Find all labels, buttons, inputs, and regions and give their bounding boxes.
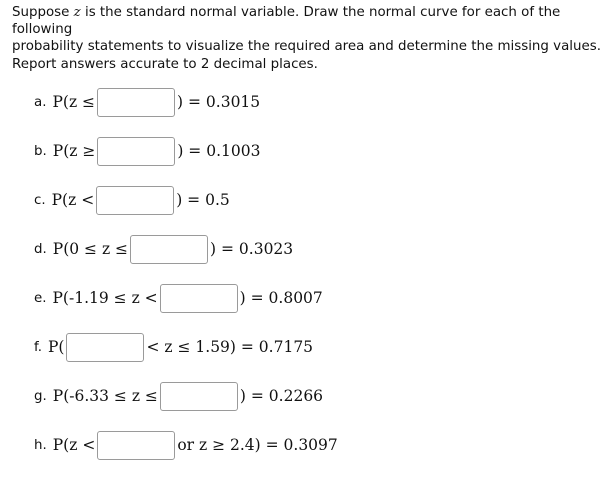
question-label: c. <box>34 192 46 208</box>
answer-input-f[interactable] <box>66 333 144 362</box>
expression-suffix: ) = 0.1003 <box>177 142 261 160</box>
expression-prefix: P( <box>48 338 65 356</box>
expression-prefix: P(0 ≤ z ≤ <box>52 240 129 258</box>
question-a <box>34 87 260 117</box>
expression-suffix: ) = 0.2266 <box>239 387 324 405</box>
answer-input-h[interactable] <box>97 431 175 460</box>
expression-prefix: P(-6.33 ≤ z ≤ <box>52 387 158 405</box>
question-label: b. <box>34 143 47 159</box>
question-c <box>34 185 230 215</box>
expression-suffix: ) = 0.3023 <box>210 240 294 258</box>
answer-input-a[interactable] <box>97 88 175 117</box>
question-label: g. <box>34 388 47 404</box>
expression-prefix: P(z < <box>51 191 95 209</box>
question-label: e. <box>34 290 47 306</box>
question-label: d. <box>34 241 47 257</box>
answer-input-b[interactable] <box>97 137 175 166</box>
expression-suffix: ) = 0.8007 <box>239 289 323 307</box>
question-h <box>34 430 338 460</box>
instructions-line-2: probability statements to visualize the required area and determine the missing values. <box>12 39 601 54</box>
instructions <box>12 4 612 55</box>
expression-prefix: P(z < <box>52 436 96 454</box>
expression-suffix: < z ≤ 1.59) = 0.7175 <box>146 338 314 356</box>
question-d <box>34 234 293 264</box>
answer-input-e[interactable] <box>160 284 238 313</box>
question-f <box>34 332 313 362</box>
question-e <box>34 283 323 313</box>
answer-input-c[interactable] <box>96 186 174 215</box>
expression-suffix: ) = 0.3015 <box>177 93 261 111</box>
report-instruction: Report answers accurate to 2 decimal places. <box>12 57 318 72</box>
expression-prefix: P(-1.19 ≤ z < <box>52 289 158 307</box>
question-label: f. <box>34 339 42 355</box>
answer-input-d[interactable] <box>130 235 208 264</box>
variable-z: z <box>73 5 81 20</box>
question-label: h. <box>34 437 47 453</box>
instructions-line-1: Suppose z is the standard normal variable. Draw the normal curve for each of the following <box>12 5 561 37</box>
answer-input-g[interactable] <box>160 382 238 411</box>
expression-suffix: ) = 0.5 <box>176 191 230 209</box>
question-b <box>34 136 260 166</box>
expression-suffix: or z ≥ 2.4) = 0.3097 <box>177 436 338 454</box>
expression-prefix: P(z ≤ <box>52 93 96 111</box>
expression-prefix: P(z ≥ <box>52 142 96 160</box>
question-g <box>34 381 323 411</box>
question-label: a. <box>34 94 47 110</box>
